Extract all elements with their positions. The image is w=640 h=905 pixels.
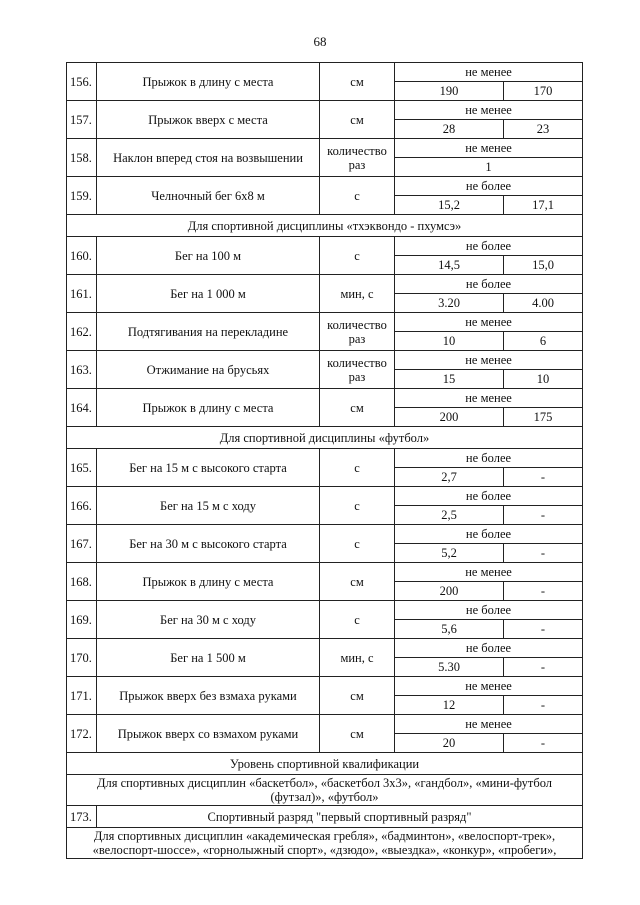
condition: не более: [395, 177, 583, 196]
section-row: [67, 215, 583, 237]
unit: см: [320, 63, 395, 101]
condition: не менее: [395, 313, 583, 332]
row-number: 163.: [67, 351, 97, 389]
unit: с: [320, 487, 395, 525]
test-name: Бег на 15 м с ходу: [97, 487, 320, 525]
value-cell: 23: [504, 120, 583, 139]
value-cell: 200: [395, 582, 504, 601]
test-name: Бег на 30 м с высокого старта: [97, 525, 320, 563]
row-number: 167.: [67, 525, 97, 563]
table-row: [67, 177, 583, 196]
condition: не менее: [395, 715, 583, 734]
value-cell: -: [504, 468, 583, 487]
value-cell: -: [504, 582, 583, 601]
row-number: 158.: [67, 139, 97, 177]
table-row: [67, 63, 583, 82]
row-number: 157.: [67, 101, 97, 139]
test-name: Прыжок в длину с места: [97, 63, 320, 101]
condition: не менее: [395, 677, 583, 696]
unit: с: [320, 237, 395, 275]
section-row: [67, 753, 583, 775]
value-cell: 1: [395, 158, 583, 177]
value-cell: 14,5: [395, 256, 504, 275]
row-number: 161.: [67, 275, 97, 313]
unit: с: [320, 177, 395, 215]
value-cell: 12: [395, 696, 504, 715]
value-cell: 5,6: [395, 620, 504, 639]
section-heading: Для спортивных дисциплин «академическая гребля», «бадминтон», «велоспорт-трек», «велоспорт-шоссе», «горнолыжный спорт», «дзюдо», «выездка», «конкур», «пробеги»,: [67, 828, 583, 859]
unit: см: [320, 677, 395, 715]
condition: не менее: [395, 139, 583, 158]
value-cell: 190: [395, 82, 504, 101]
table-row: [67, 525, 583, 544]
value-cell: 200: [395, 408, 504, 427]
test-name: Прыжок вверх без взмаха руками: [97, 677, 320, 715]
condition: не более: [395, 275, 583, 294]
unit: с: [320, 449, 395, 487]
test-name: Бег на 30 м с ходу: [97, 601, 320, 639]
test-name: Прыжок вверх со взмахом руками: [97, 715, 320, 753]
test-name: Прыжок в длину с места: [97, 389, 320, 427]
unit: с: [320, 601, 395, 639]
section-row: [67, 775, 583, 806]
value-cell: 170: [504, 82, 583, 101]
table-row: [67, 237, 583, 256]
unit: см: [320, 563, 395, 601]
unit: мин, с: [320, 639, 395, 677]
condition: не менее: [395, 351, 583, 370]
row-number: 159.: [67, 177, 97, 215]
condition: не более: [395, 639, 583, 658]
row-number: 166.: [67, 487, 97, 525]
condition: не менее: [395, 101, 583, 120]
table-row: [67, 563, 583, 582]
value-cell: 15: [395, 370, 504, 389]
table-row: [67, 139, 583, 158]
section-heading: Уровень спортивной квалификации: [67, 753, 583, 775]
value-cell: 5,2: [395, 544, 504, 563]
value-cell: 17,1: [504, 196, 583, 215]
test-name: Наклон вперед стоя на возвышении: [97, 139, 320, 177]
condition: не более: [395, 601, 583, 620]
unit: количество раз: [320, 139, 395, 177]
table-row: [67, 101, 583, 120]
test-name: Прыжок в длину с места: [97, 563, 320, 601]
value-cell: 3.20: [395, 294, 504, 313]
value-cell: 15,2: [395, 196, 504, 215]
unit: см: [320, 101, 395, 139]
row-number: 165.: [67, 449, 97, 487]
section-heading: Для спортивной дисциплины «футбол»: [67, 427, 583, 449]
unit: количество раз: [320, 313, 395, 351]
test-name: Бег на 100 м: [97, 237, 320, 275]
condition: не менее: [395, 563, 583, 582]
section-heading: Для спортивных дисциплин «баскетбол», «баскетбол 3x3», «гандбол», «мини-футбол (футзал)», «футбол»: [67, 775, 583, 806]
condition: не менее: [395, 63, 583, 82]
condition: не более: [395, 449, 583, 468]
value-cell: -: [504, 506, 583, 525]
value-cell: 6: [504, 332, 583, 351]
test-name: Подтягивания на перекладине: [97, 313, 320, 351]
table-row: [67, 806, 583, 828]
value-cell: 2,5: [395, 506, 504, 525]
condition: не более: [395, 237, 583, 256]
condition: не более: [395, 487, 583, 506]
row-number: 168.: [67, 563, 97, 601]
section-row: [67, 427, 583, 449]
value-cell: 5.30: [395, 658, 504, 677]
test-name: Бег на 1 000 м: [97, 275, 320, 313]
value-cell: 10: [395, 332, 504, 351]
table-row: [67, 639, 583, 658]
value-cell: -: [504, 734, 583, 753]
row-number: 162.: [67, 313, 97, 351]
value-cell: 2,7: [395, 468, 504, 487]
unit: мин, с: [320, 275, 395, 313]
value-cell: 10: [504, 370, 583, 389]
standards-table: [66, 62, 583, 859]
qualification-name: Спортивный разряд "первый спортивный разряд": [97, 806, 583, 828]
unit: см: [320, 715, 395, 753]
row-number: 169.: [67, 601, 97, 639]
test-name: Бег на 1 500 м: [97, 639, 320, 677]
condition: не более: [395, 525, 583, 544]
test-name: Бег на 15 м с высокого старта: [97, 449, 320, 487]
unit: с: [320, 525, 395, 563]
row-number: 172.: [67, 715, 97, 753]
test-name: Прыжок вверх с места: [97, 101, 320, 139]
table-row: [67, 275, 583, 294]
table-row: [67, 313, 583, 332]
row-number: 173.: [67, 806, 97, 828]
value-cell: -: [504, 658, 583, 677]
unit: см: [320, 389, 395, 427]
table-row: [67, 351, 583, 370]
page-number: 68: [313, 34, 327, 49]
value-cell: -: [504, 544, 583, 563]
value-cell: 20: [395, 734, 504, 753]
condition: не менее: [395, 389, 583, 408]
value-cell: -: [504, 696, 583, 715]
row-number: 170.: [67, 639, 97, 677]
table-row: [67, 715, 583, 734]
table-row: [67, 389, 583, 408]
table-row: [67, 601, 583, 620]
row-number: 160.: [67, 237, 97, 275]
value-cell: 4.00: [504, 294, 583, 313]
unit: количество раз: [320, 351, 395, 389]
table-row: [67, 677, 583, 696]
test-name: Отжимание на брусьях: [97, 351, 320, 389]
row-number: 164.: [67, 389, 97, 427]
section-row: [67, 828, 583, 859]
test-name: Челночный бег 6x8 м: [97, 177, 320, 215]
row-number: 171.: [67, 677, 97, 715]
value-cell: -: [504, 620, 583, 639]
section-heading: Для спортивной дисциплины «тхэквондо - пхумсэ»: [67, 215, 583, 237]
table-row: [67, 487, 583, 506]
value-cell: 28: [395, 120, 504, 139]
value-cell: 15,0: [504, 256, 583, 275]
row-number: 156.: [67, 63, 97, 101]
table-row: [67, 449, 583, 468]
value-cell: 175: [504, 408, 583, 427]
